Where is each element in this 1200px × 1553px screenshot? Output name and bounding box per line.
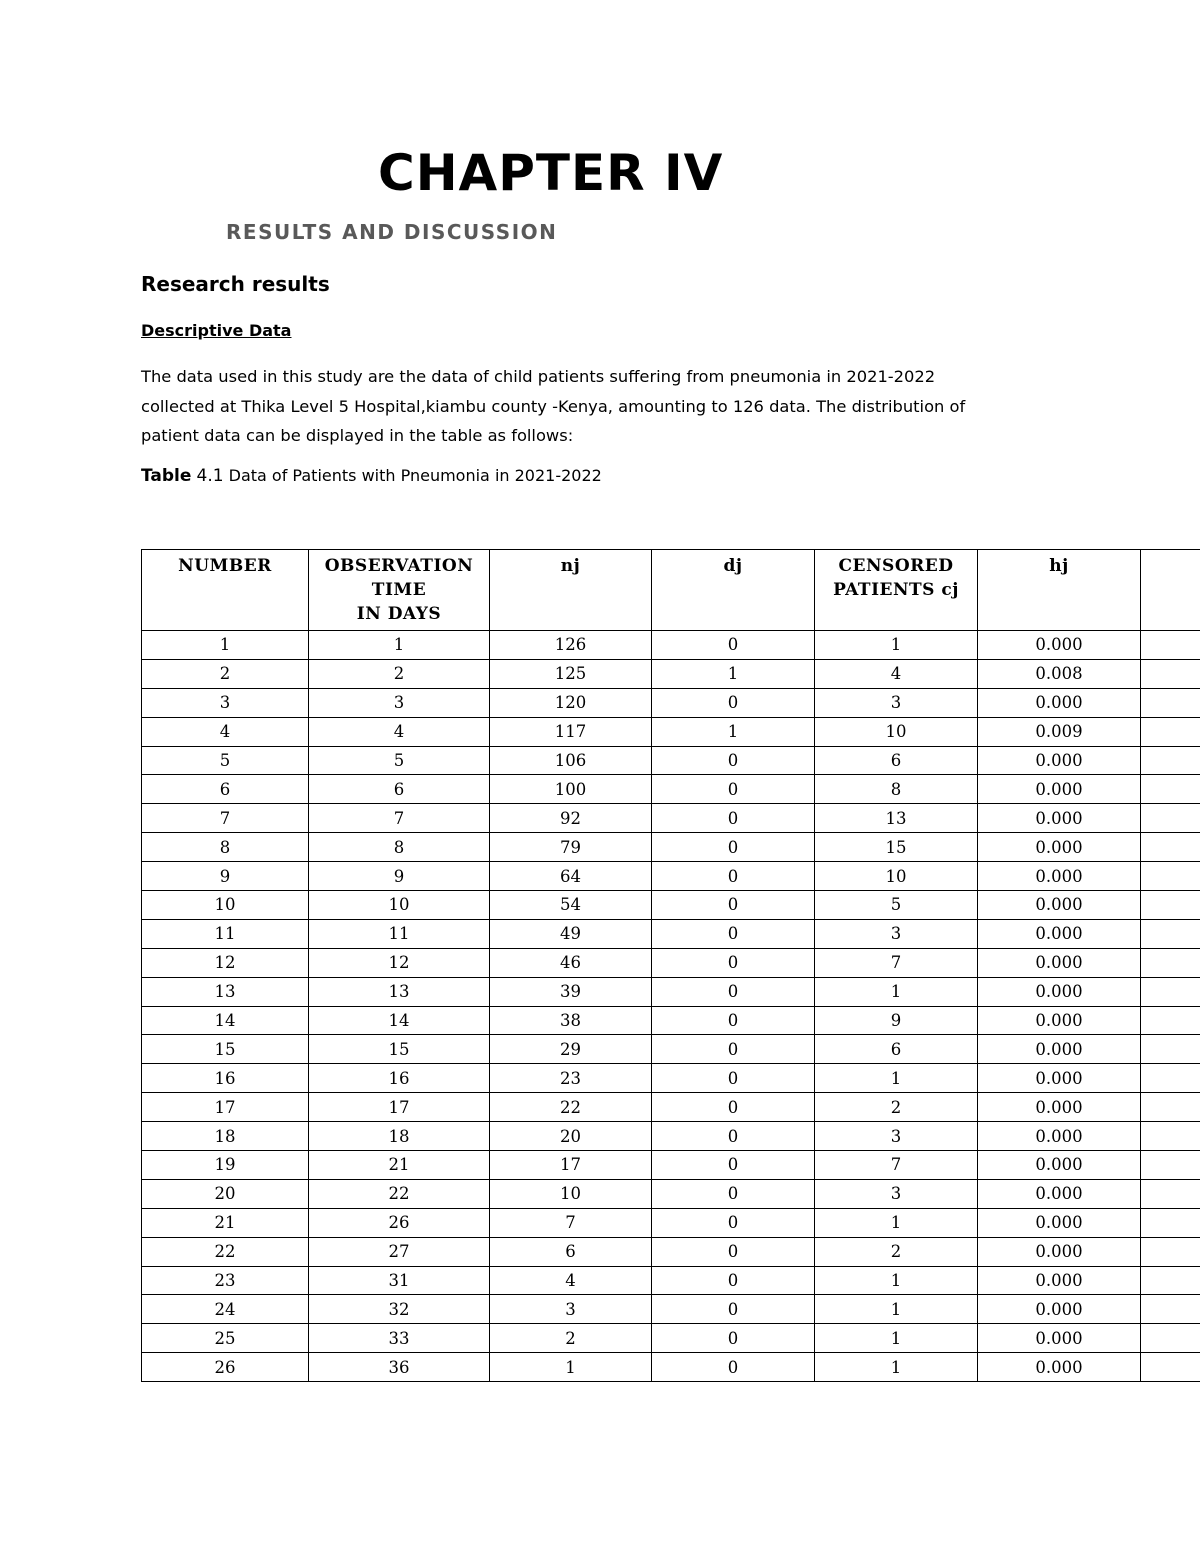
- column-header: [142, 550, 309, 631]
- table-cell: 64: [490, 862, 652, 891]
- table-cell: 36: [309, 1353, 490, 1382]
- table-cell: 12: [309, 948, 490, 977]
- table-cell: 1: [815, 977, 978, 1006]
- body-paragraph: [141, 362, 1061, 451]
- table-cell: [1141, 1151, 1200, 1180]
- table-cell: [1141, 1093, 1200, 1122]
- table-cell: 7: [490, 1208, 652, 1237]
- table-cell: 2: [309, 659, 490, 688]
- table-cell: 1: [815, 1064, 978, 1093]
- table-cell: 13: [309, 977, 490, 1006]
- table-caption: [141, 463, 602, 489]
- column-header-line: dj: [723, 556, 743, 576]
- table-cell: 0: [652, 1093, 815, 1122]
- table-row: [142, 659, 1200, 688]
- table-row: [142, 1006, 1200, 1035]
- table-cell: 6: [490, 1237, 652, 1266]
- table-cell: 0: [652, 1179, 815, 1208]
- table-cell: 3: [490, 1295, 652, 1324]
- table-cell: [1141, 1266, 1200, 1295]
- table-row: [142, 631, 1200, 660]
- table-row: [142, 948, 1200, 977]
- table-cell: 0: [652, 1064, 815, 1093]
- table-cell: 21: [142, 1208, 309, 1237]
- table-cell: 22: [309, 1179, 490, 1208]
- table-cell: 0: [652, 1237, 815, 1266]
- table-cell: 54: [490, 891, 652, 920]
- table-cell: 29: [490, 1035, 652, 1064]
- table-cell: [1141, 717, 1200, 746]
- table-cell: [1141, 1237, 1200, 1266]
- table-cell: 4: [490, 1266, 652, 1295]
- table-cell: 26: [309, 1208, 490, 1237]
- table-cell: 100: [490, 775, 652, 804]
- table-row: [142, 891, 1200, 920]
- table-cell: 26: [142, 1353, 309, 1382]
- table-cell: 0.000: [978, 1324, 1141, 1353]
- table-cell: 0.000: [978, 1064, 1141, 1093]
- chapter-subtitle: RESULTS AND DISCUSSION: [226, 220, 558, 244]
- table-cell: 11: [142, 919, 309, 948]
- table-cell: 0.000: [978, 746, 1141, 775]
- table-row: [142, 1208, 1200, 1237]
- table-row: [142, 1064, 1200, 1093]
- paragraph-line: patient data can be displayed in the table as follows:: [141, 426, 574, 445]
- table-cell: 0: [652, 1151, 815, 1180]
- table-row: [142, 775, 1200, 804]
- table-cell: 7: [142, 804, 309, 833]
- table-cell: 117: [490, 717, 652, 746]
- table-row: [142, 717, 1200, 746]
- table-cell: 33: [309, 1324, 490, 1353]
- table-cell: 2: [815, 1237, 978, 1266]
- table-cell: 24: [142, 1295, 309, 1324]
- patient-data-table: [141, 549, 1200, 1382]
- table-cell: 0.000: [978, 1353, 1141, 1382]
- table-cell: [1141, 891, 1200, 920]
- table-row: [142, 688, 1200, 717]
- table-cell: 4: [309, 717, 490, 746]
- table-cell: 0.000: [978, 862, 1141, 891]
- table-cell: 0: [652, 1035, 815, 1064]
- table-row: [142, 804, 1200, 833]
- table-cell: 5: [309, 746, 490, 775]
- table-cell: 49: [490, 919, 652, 948]
- table-cell: 1: [815, 1208, 978, 1237]
- table-cell: 0: [652, 775, 815, 804]
- table-cell: 0: [652, 862, 815, 891]
- table-cell: 0.000: [978, 1295, 1141, 1324]
- table-cell: 0.000: [978, 833, 1141, 862]
- section-heading: Research results: [141, 272, 330, 296]
- table-cell: 10: [815, 717, 978, 746]
- table-cell: 13: [815, 804, 978, 833]
- table-cell: 1: [815, 1295, 978, 1324]
- table-cell: 0.000: [978, 1237, 1141, 1266]
- table-cell: 23: [490, 1064, 652, 1093]
- table-cell: [1141, 1208, 1200, 1237]
- table-cell: 3: [815, 1179, 978, 1208]
- table-cell: 0.000: [978, 1266, 1141, 1295]
- table-cell: 7: [815, 948, 978, 977]
- table-cell: [1141, 1179, 1200, 1208]
- table-cell: 10: [490, 1179, 652, 1208]
- table-cell: 31: [309, 1266, 490, 1295]
- table-cell: 39: [490, 977, 652, 1006]
- table-cell: 10: [142, 891, 309, 920]
- table-cell: 46: [490, 948, 652, 977]
- table-row: [142, 833, 1200, 862]
- table-cell: 0: [652, 1208, 815, 1237]
- table-cell: [1141, 746, 1200, 775]
- column-header: [652, 550, 815, 631]
- table-cell: 0: [652, 1006, 815, 1035]
- table-row: [142, 1179, 1200, 1208]
- column-header-line: hj: [1049, 556, 1069, 576]
- table-cell: 16: [142, 1064, 309, 1093]
- table-cell: 20: [142, 1179, 309, 1208]
- table-cell: 0: [652, 919, 815, 948]
- table-cell: 0.009: [978, 717, 1141, 746]
- table-cell: 120: [490, 688, 652, 717]
- table-cell: 0: [652, 804, 815, 833]
- table-cell: 9: [142, 862, 309, 891]
- chapter-title: CHAPTER IV: [378, 144, 724, 202]
- table-cell: 27: [309, 1237, 490, 1266]
- table-cell: 3: [815, 919, 978, 948]
- table-row: [142, 1093, 1200, 1122]
- table-cell: 0.000: [978, 804, 1141, 833]
- table-container: [141, 549, 1200, 1399]
- column-header-line: PATIENTS cj: [833, 580, 959, 600]
- table-cell: 0: [652, 948, 815, 977]
- table-row: [142, 1237, 1200, 1266]
- caption-text: Data of Patients with Pneumonia in 2021-2022: [223, 466, 602, 485]
- table-cell: 22: [490, 1093, 652, 1122]
- table-cell: 1: [815, 1353, 978, 1382]
- column-header: [815, 550, 978, 631]
- table-cell: 0: [652, 746, 815, 775]
- table-cell: 0.000: [978, 1122, 1141, 1151]
- column-header: [1141, 550, 1200, 631]
- paragraph-line: collected at Thika Level 5 Hospital,kiambu county -Kenya, amounting to 126 data. The distribution of: [141, 396, 966, 416]
- table-cell: 6: [815, 1035, 978, 1064]
- table-cell: 0.000: [978, 977, 1141, 1006]
- table-cell: 20: [490, 1122, 652, 1151]
- table-cell: 0: [652, 1122, 815, 1151]
- table-cell: 1: [652, 659, 815, 688]
- table-cell: 2: [490, 1324, 652, 1353]
- table-row: [142, 862, 1200, 891]
- table-cell: 4: [815, 659, 978, 688]
- table-cell: 0: [652, 1324, 815, 1353]
- table-cell: 0.000: [978, 631, 1141, 660]
- table-cell: 8: [309, 833, 490, 862]
- table-cell: 12: [142, 948, 309, 977]
- table-cell: 0: [652, 1353, 815, 1382]
- table-cell: 0.000: [978, 948, 1141, 977]
- table-cell: 17: [309, 1093, 490, 1122]
- table-cell: 0: [652, 977, 815, 1006]
- table-cell: 3: [815, 688, 978, 717]
- table-cell: [1141, 688, 1200, 717]
- table-cell: 18: [309, 1122, 490, 1151]
- table-cell: 126: [490, 631, 652, 660]
- table-cell: 10: [309, 891, 490, 920]
- table-row: [142, 919, 1200, 948]
- subsection-heading: Descriptive Data: [141, 321, 292, 340]
- table-cell: 1: [490, 1353, 652, 1382]
- column-header: [978, 550, 1141, 631]
- table-cell: 0.000: [978, 1151, 1141, 1180]
- table-cell: 0.000: [978, 1208, 1141, 1237]
- table-cell: 0.000: [978, 919, 1141, 948]
- table-cell: [1141, 1122, 1200, 1151]
- column-header-line: NUMBER: [178, 556, 272, 576]
- table-cell: 0: [652, 833, 815, 862]
- table-cell: 1: [815, 1324, 978, 1353]
- table-cell: 6: [142, 775, 309, 804]
- table-cell: [1141, 862, 1200, 891]
- table-cell: 11: [309, 919, 490, 948]
- table-cell: [1141, 1064, 1200, 1093]
- table-cell: 14: [142, 1006, 309, 1035]
- column-header: [490, 550, 652, 631]
- table-cell: 2: [815, 1093, 978, 1122]
- table-cell: 3: [309, 688, 490, 717]
- table-cell: 106: [490, 746, 652, 775]
- table-cell: 1: [815, 1266, 978, 1295]
- table-cell: 7: [309, 804, 490, 833]
- table-cell: [1141, 977, 1200, 1006]
- table-cell: 0.008: [978, 659, 1141, 688]
- table-cell: 8: [815, 775, 978, 804]
- table-cell: 14: [309, 1006, 490, 1035]
- table-cell: [1141, 1295, 1200, 1324]
- table-cell: 0.000: [978, 688, 1141, 717]
- column-header-line: OBSERVATION: [324, 556, 474, 576]
- table-cell: [1141, 804, 1200, 833]
- table-cell: [1141, 1324, 1200, 1353]
- table-cell: 13: [142, 977, 309, 1006]
- table-cell: [1141, 919, 1200, 948]
- column-header-line: TIME: [371, 580, 427, 600]
- table-cell: 17: [142, 1093, 309, 1122]
- table-cell: 0.000: [978, 1006, 1141, 1035]
- table-cell: 0.000: [978, 891, 1141, 920]
- table-cell: 0.000: [978, 1179, 1141, 1208]
- table-cell: 32: [309, 1295, 490, 1324]
- column-header-line: IN DAYS: [356, 604, 442, 624]
- table-cell: 2: [142, 659, 309, 688]
- column-header-line: nj: [560, 556, 581, 576]
- table-cell: 9: [309, 862, 490, 891]
- column-header: [309, 550, 490, 631]
- table-cell: 7: [815, 1151, 978, 1180]
- table-cell: 25: [142, 1324, 309, 1353]
- table-cell: 1: [652, 717, 815, 746]
- table-cell: 15: [309, 1035, 490, 1064]
- table-cell: 10: [815, 862, 978, 891]
- column-header-line: CENSORED: [838, 556, 954, 576]
- table-cell: 0.000: [978, 1093, 1141, 1122]
- table-row: [142, 1035, 1200, 1064]
- table-row: [142, 977, 1200, 1006]
- table-cell: 3: [142, 688, 309, 717]
- table-cell: 125: [490, 659, 652, 688]
- table-row: [142, 1122, 1200, 1151]
- table-row: [142, 746, 1200, 775]
- paragraph-line: The data used in this study are the data of child patients suffering from pneumonia in 2021-2022: [141, 367, 936, 386]
- table-cell: 1: [142, 631, 309, 660]
- table-cell: 15: [815, 833, 978, 862]
- table-cell: 0: [652, 1266, 815, 1295]
- table-cell: [1141, 659, 1200, 688]
- caption-label: Table: [141, 466, 192, 486]
- table-cell: 23: [142, 1266, 309, 1295]
- table-header-row: [142, 550, 1200, 631]
- table-row: [142, 1151, 1200, 1180]
- table-cell: 1: [815, 631, 978, 660]
- table-cell: 0: [652, 631, 815, 660]
- table-row: [142, 1353, 1200, 1382]
- table-cell: 16: [309, 1064, 490, 1093]
- caption-number: 4.1: [196, 466, 224, 486]
- table-cell: 3: [815, 1122, 978, 1151]
- table-cell: [1141, 1353, 1200, 1382]
- table-cell: 17: [490, 1151, 652, 1180]
- table-cell: 6: [309, 775, 490, 804]
- table-cell: [1141, 775, 1200, 804]
- table-cell: 4: [142, 717, 309, 746]
- table-cell: 1: [309, 631, 490, 660]
- table-cell: 18: [142, 1122, 309, 1151]
- table-cell: 5: [815, 891, 978, 920]
- table-cell: 0: [652, 688, 815, 717]
- table-cell: 21: [309, 1151, 490, 1180]
- table-cell: 0.000: [978, 775, 1141, 804]
- table-cell: 6: [815, 746, 978, 775]
- table-cell: 22: [142, 1237, 309, 1266]
- table-cell: [1141, 1006, 1200, 1035]
- table-cell: 5: [142, 746, 309, 775]
- table-cell: 19: [142, 1151, 309, 1180]
- table-cell: 0: [652, 1295, 815, 1324]
- table-cell: 9: [815, 1006, 978, 1035]
- table-cell: 0.000: [978, 1035, 1141, 1064]
- table-cell: 38: [490, 1006, 652, 1035]
- table-body: [142, 631, 1200, 1382]
- table-row: [142, 1295, 1200, 1324]
- table-cell: [1141, 631, 1200, 660]
- table-cell: 15: [142, 1035, 309, 1064]
- table-cell: [1141, 948, 1200, 977]
- table-cell: 0: [652, 891, 815, 920]
- table-cell: 8: [142, 833, 309, 862]
- table-row: [142, 1266, 1200, 1295]
- table-cell: 79: [490, 833, 652, 862]
- table-header: [142, 550, 1200, 631]
- table-row: [142, 1324, 1200, 1353]
- table-cell: 92: [490, 804, 652, 833]
- table-cell: [1141, 833, 1200, 862]
- table-cell: [1141, 1035, 1200, 1064]
